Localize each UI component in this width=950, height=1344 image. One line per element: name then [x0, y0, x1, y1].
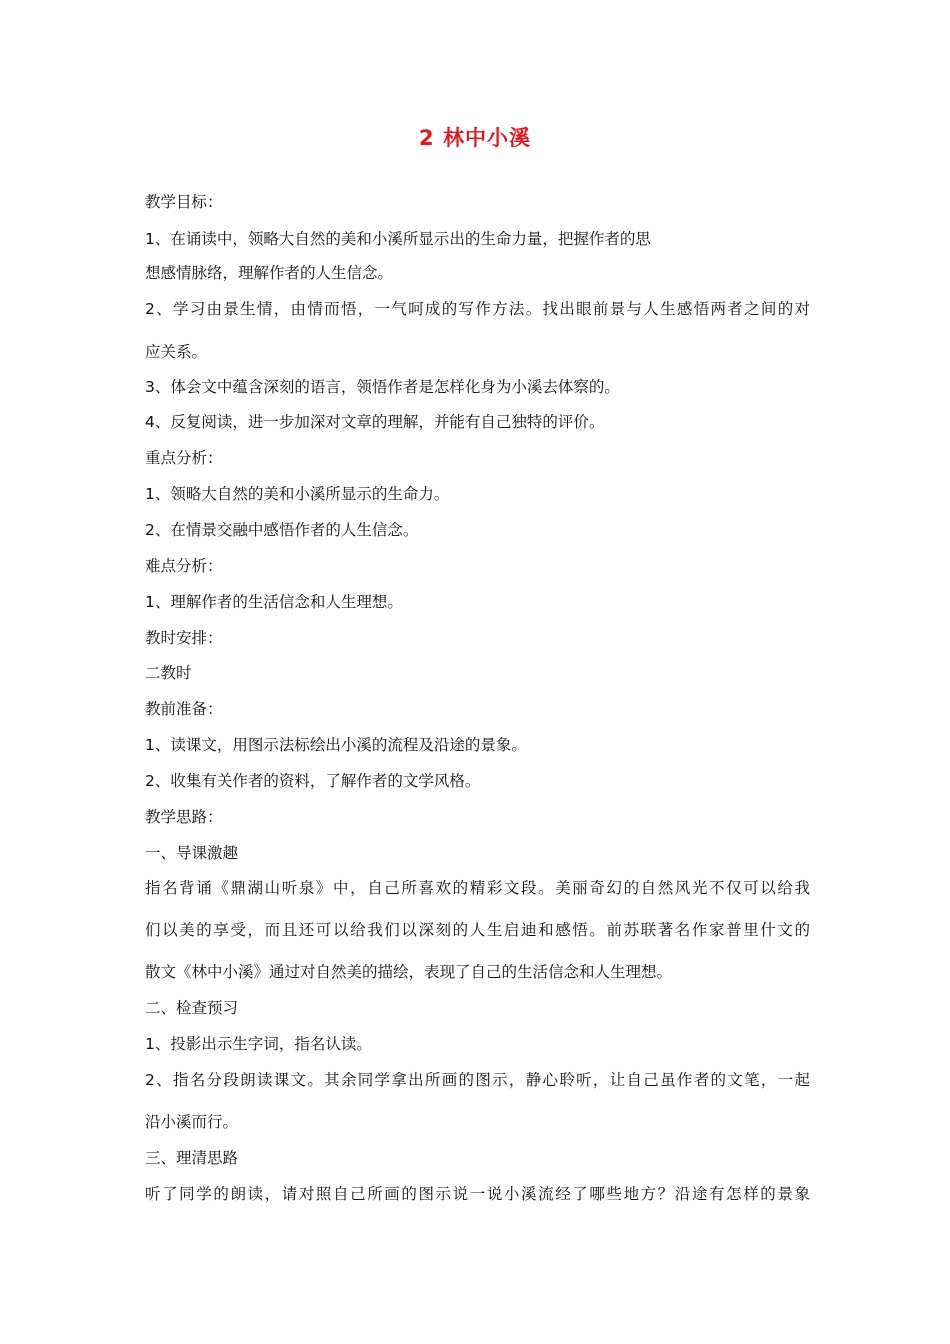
paragraph-line: 1、投影出示生字词，指名认读。 — [145, 1035, 372, 1053]
section-heading-preparation: 教前准备： — [145, 700, 223, 718]
subsection-heading: 一、导课激趣 — [145, 844, 239, 862]
paragraph-line: 听了同学的朗读，请对照自己所画的图示说一说小溪流经了哪些地方？沿途有怎样的景象 — [145, 1185, 810, 1203]
paragraph-line: 二教时 — [145, 664, 192, 682]
paragraph-line: 1、在诵读中，领略大自然的美和小溪所显示出的生命力量，把握作者的思 — [145, 230, 651, 248]
paragraph-line: 沿小溪而行。 — [145, 1113, 239, 1131]
paragraph-line: 想感情脉络，理解作者的人生信念。 — [145, 264, 394, 282]
paragraph-line: 们以美的享受，而且还可以给我们以深刻的人生启迪和感悟。前苏联著名作家普里什文的 — [145, 921, 810, 939]
paragraph-line: 2、收集有关作者的资料，了解作者的文学风格。 — [145, 772, 481, 790]
paragraph-line: 指名背诵《鼎湖山听泉》中，自己所喜欢的精彩文段。美丽奇幻的自然风光不仅可以给我 — [145, 879, 810, 897]
paragraph-line: 1、读课文，用图示法标绘出小溪的流程及沿途的景象。 — [145, 736, 527, 754]
paragraph-line: 散文《林中小溪》通过对自然美的描绘，表现了自己的生活信念和人生理想。 — [145, 963, 673, 981]
paragraph-line: 1、理解作者的生活信念和人生理想。 — [145, 593, 403, 611]
paragraph-line: 2、在情景交融中感悟作者的人生信念。 — [145, 521, 419, 539]
paragraph-line: 2、指名分段朗读课文。其余同学拿出所画的图示，静心聆听，让自己虽作者的文笔，一起 — [145, 1071, 810, 1089]
section-heading-difficulties: 难点分析： — [145, 557, 223, 575]
subsection-heading: 三、理清思路 — [145, 1149, 239, 1167]
section-heading-key-points: 重点分析： — [145, 449, 223, 467]
section-heading-approach: 教学思路： — [145, 808, 223, 826]
paragraph-line: 1、领略大自然的美和小溪所显示的生命力。 — [145, 485, 450, 503]
section-heading-schedule: 教时安排： — [145, 629, 223, 647]
paragraph-line: 应关系。 — [145, 343, 208, 361]
paragraph-line: 3、体会文中蕴含深刻的语言，领悟作者是怎样化身为小溪去体察的。 — [145, 378, 620, 396]
paragraph-line: 4、反复阅读，进一步加深对文章的理解，并能有自己独特的评价。 — [145, 413, 605, 431]
document-title: 2 林中小溪 — [419, 126, 531, 150]
section-heading-objectives: 教学目标： — [145, 193, 223, 211]
paragraph-line: 2、学习由景生情，由情而悟，一气呵成的写作方法。找出眼前景与人生感悟两者之间的对 — [145, 300, 810, 318]
subsection-heading: 二、检查预习 — [145, 999, 239, 1017]
